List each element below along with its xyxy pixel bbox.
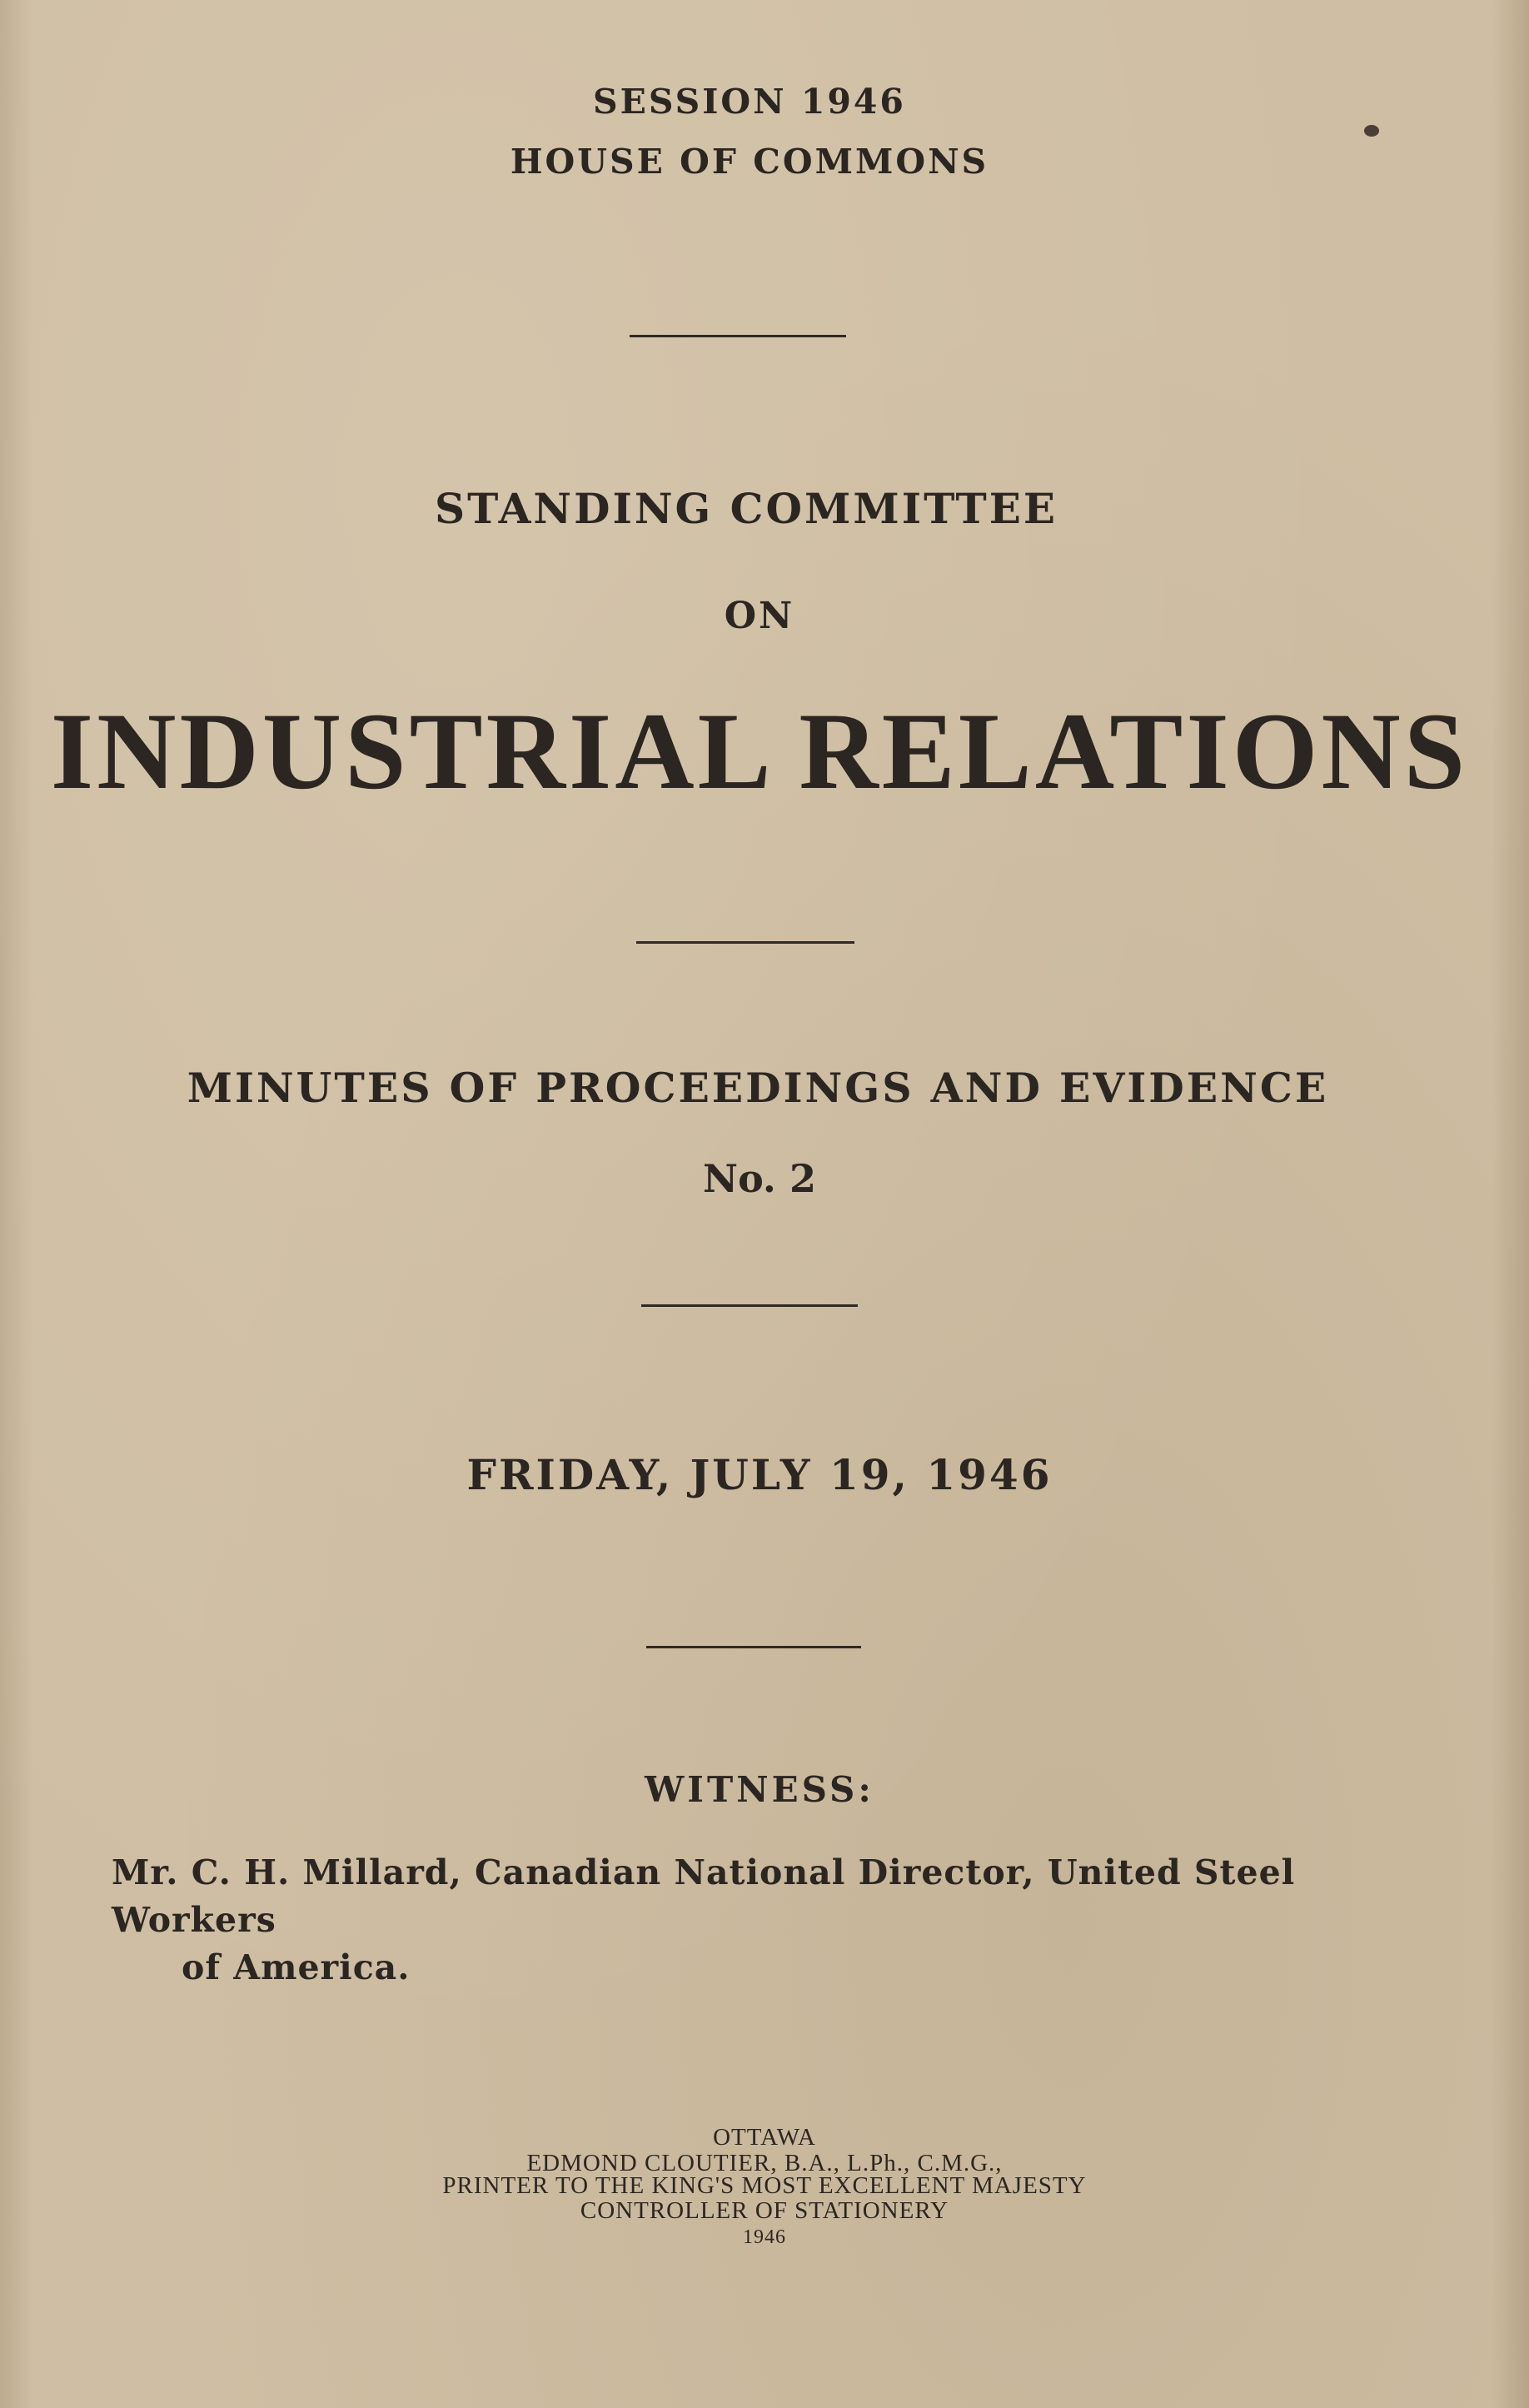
witness-entry-line: Mr. C. H. Millard, Canadian National Director, United Steel Workers — [112, 1852, 1296, 1940]
ink-spot — [1364, 125, 1379, 137]
witness-entry-continuation: of America. — [182, 1947, 411, 1987]
proceedings-number: No. 2 — [703, 1156, 816, 1201]
committee-on: ON — [724, 595, 795, 637]
imprint-printer: EDMOND CLOUTIER, B.A., L.Ph., C.M.G., — [526, 2150, 1003, 2176]
committee-title: INDUSTRIAL RELATIONS — [50, 690, 1469, 812]
meeting-date: FRIDAY, JULY 19, 1946 — [466, 1450, 1053, 1499]
witness-entry — [112, 1849, 1377, 1992]
divider-rule — [630, 335, 846, 337]
imprint-year: 1946 — [743, 2226, 786, 2248]
session-line: SESSION 1946 — [593, 82, 906, 122]
divider-rule — [636, 941, 854, 944]
divider-rule — [646, 1646, 861, 1648]
witness-heading: WITNESS: — [645, 1769, 874, 1810]
house-line: HOUSE OF COMMONS — [510, 142, 989, 182]
imprint-office: CONTROLLER OF STATIONERY — [580, 2197, 949, 2224]
imprint-role: PRINTER TO THE KING'S MOST EXCELLENT MAJESTY — [442, 2172, 1087, 2199]
divider-rule — [641, 1304, 858, 1307]
proceedings-title: MINUTES OF PROCEEDINGS AND EVIDENCE — [187, 1064, 1329, 1112]
imprint-city: OTTAWA — [713, 2124, 816, 2151]
committee-line: STANDING COMMITTEE — [435, 484, 1058, 533]
